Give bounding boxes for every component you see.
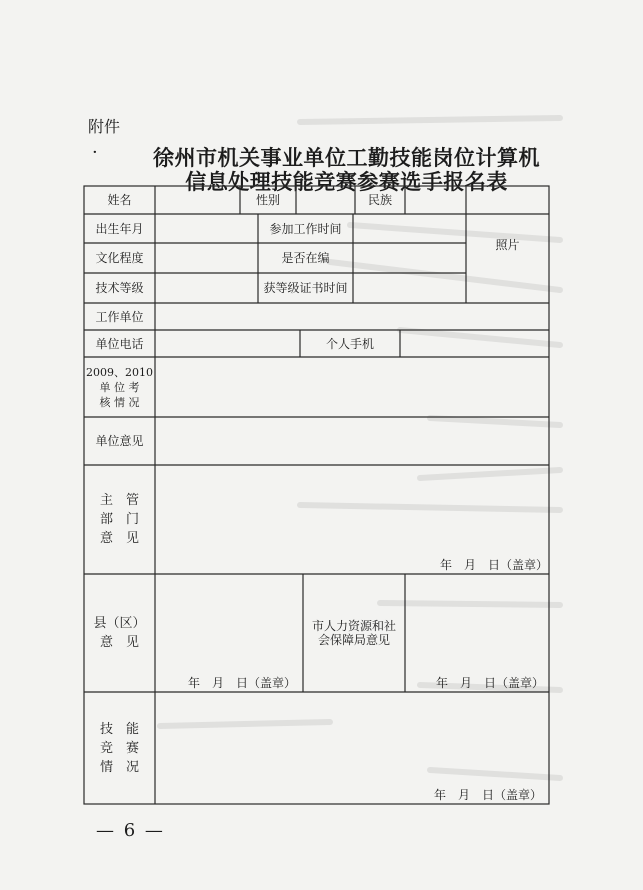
mobile-label: 个人手机 bbox=[325, 336, 374, 351]
unit-opinion-label: 单位意见 bbox=[95, 434, 144, 448]
form-title-line-1: 徐州市机关事业单位工勤技能岗位计算机 bbox=[153, 145, 540, 170]
page-number: — 6 — bbox=[96, 820, 165, 841]
name-field bbox=[155, 186, 240, 214]
supervisor-opinion-label: 主 管 部 门 意 见 bbox=[99, 493, 139, 546]
tech-level-label: 技术等级 bbox=[95, 281, 144, 295]
gender-label: 性别 bbox=[255, 193, 280, 207]
hr-bureau-date-stamp: 年 月 日（盖章） bbox=[436, 676, 545, 690]
county-opinion-label: 县（区） 意 见 bbox=[93, 616, 146, 650]
birth-label: 出生年月 bbox=[95, 221, 144, 236]
staffing-label: 是否在编 bbox=[281, 251, 330, 265]
competition-date-stamp: 年 月 日（盖章） bbox=[434, 788, 543, 802]
supervisor-date-stamp: 年 月 日（盖章） bbox=[440, 558, 549, 572]
photo-label: 照片 bbox=[495, 237, 520, 252]
cert-time-label: 获等级证书时间 bbox=[263, 281, 348, 295]
education-label: 文化程度 bbox=[95, 251, 144, 265]
work-start-label: 参加工作时间 bbox=[269, 221, 342, 236]
competition-record-label: 技 能 竞 赛 情 况 bbox=[99, 721, 139, 775]
form-title-line-2: 信息处理技能竞赛参赛选手报名表 bbox=[185, 169, 508, 194]
bullet-mark: · bbox=[92, 142, 98, 163]
ethnicity-label: 民族 bbox=[367, 193, 392, 207]
assessment-label: 2009、2010 单 位 考 核 情 况 bbox=[86, 365, 153, 409]
unit-phone-label: 单位电话 bbox=[95, 336, 144, 351]
employer-label: 工作单位 bbox=[95, 309, 144, 324]
gender-field bbox=[296, 186, 355, 214]
ethnicity-field bbox=[405, 186, 466, 214]
name-label: 姓名 bbox=[107, 193, 132, 207]
hr-bureau-opinion-label: 市人力资源和社 会保障局意见 bbox=[311, 619, 396, 647]
attachment-label: 附件 bbox=[88, 117, 121, 136]
county-date-stamp: 年 月 日（盖章） bbox=[188, 676, 297, 690]
